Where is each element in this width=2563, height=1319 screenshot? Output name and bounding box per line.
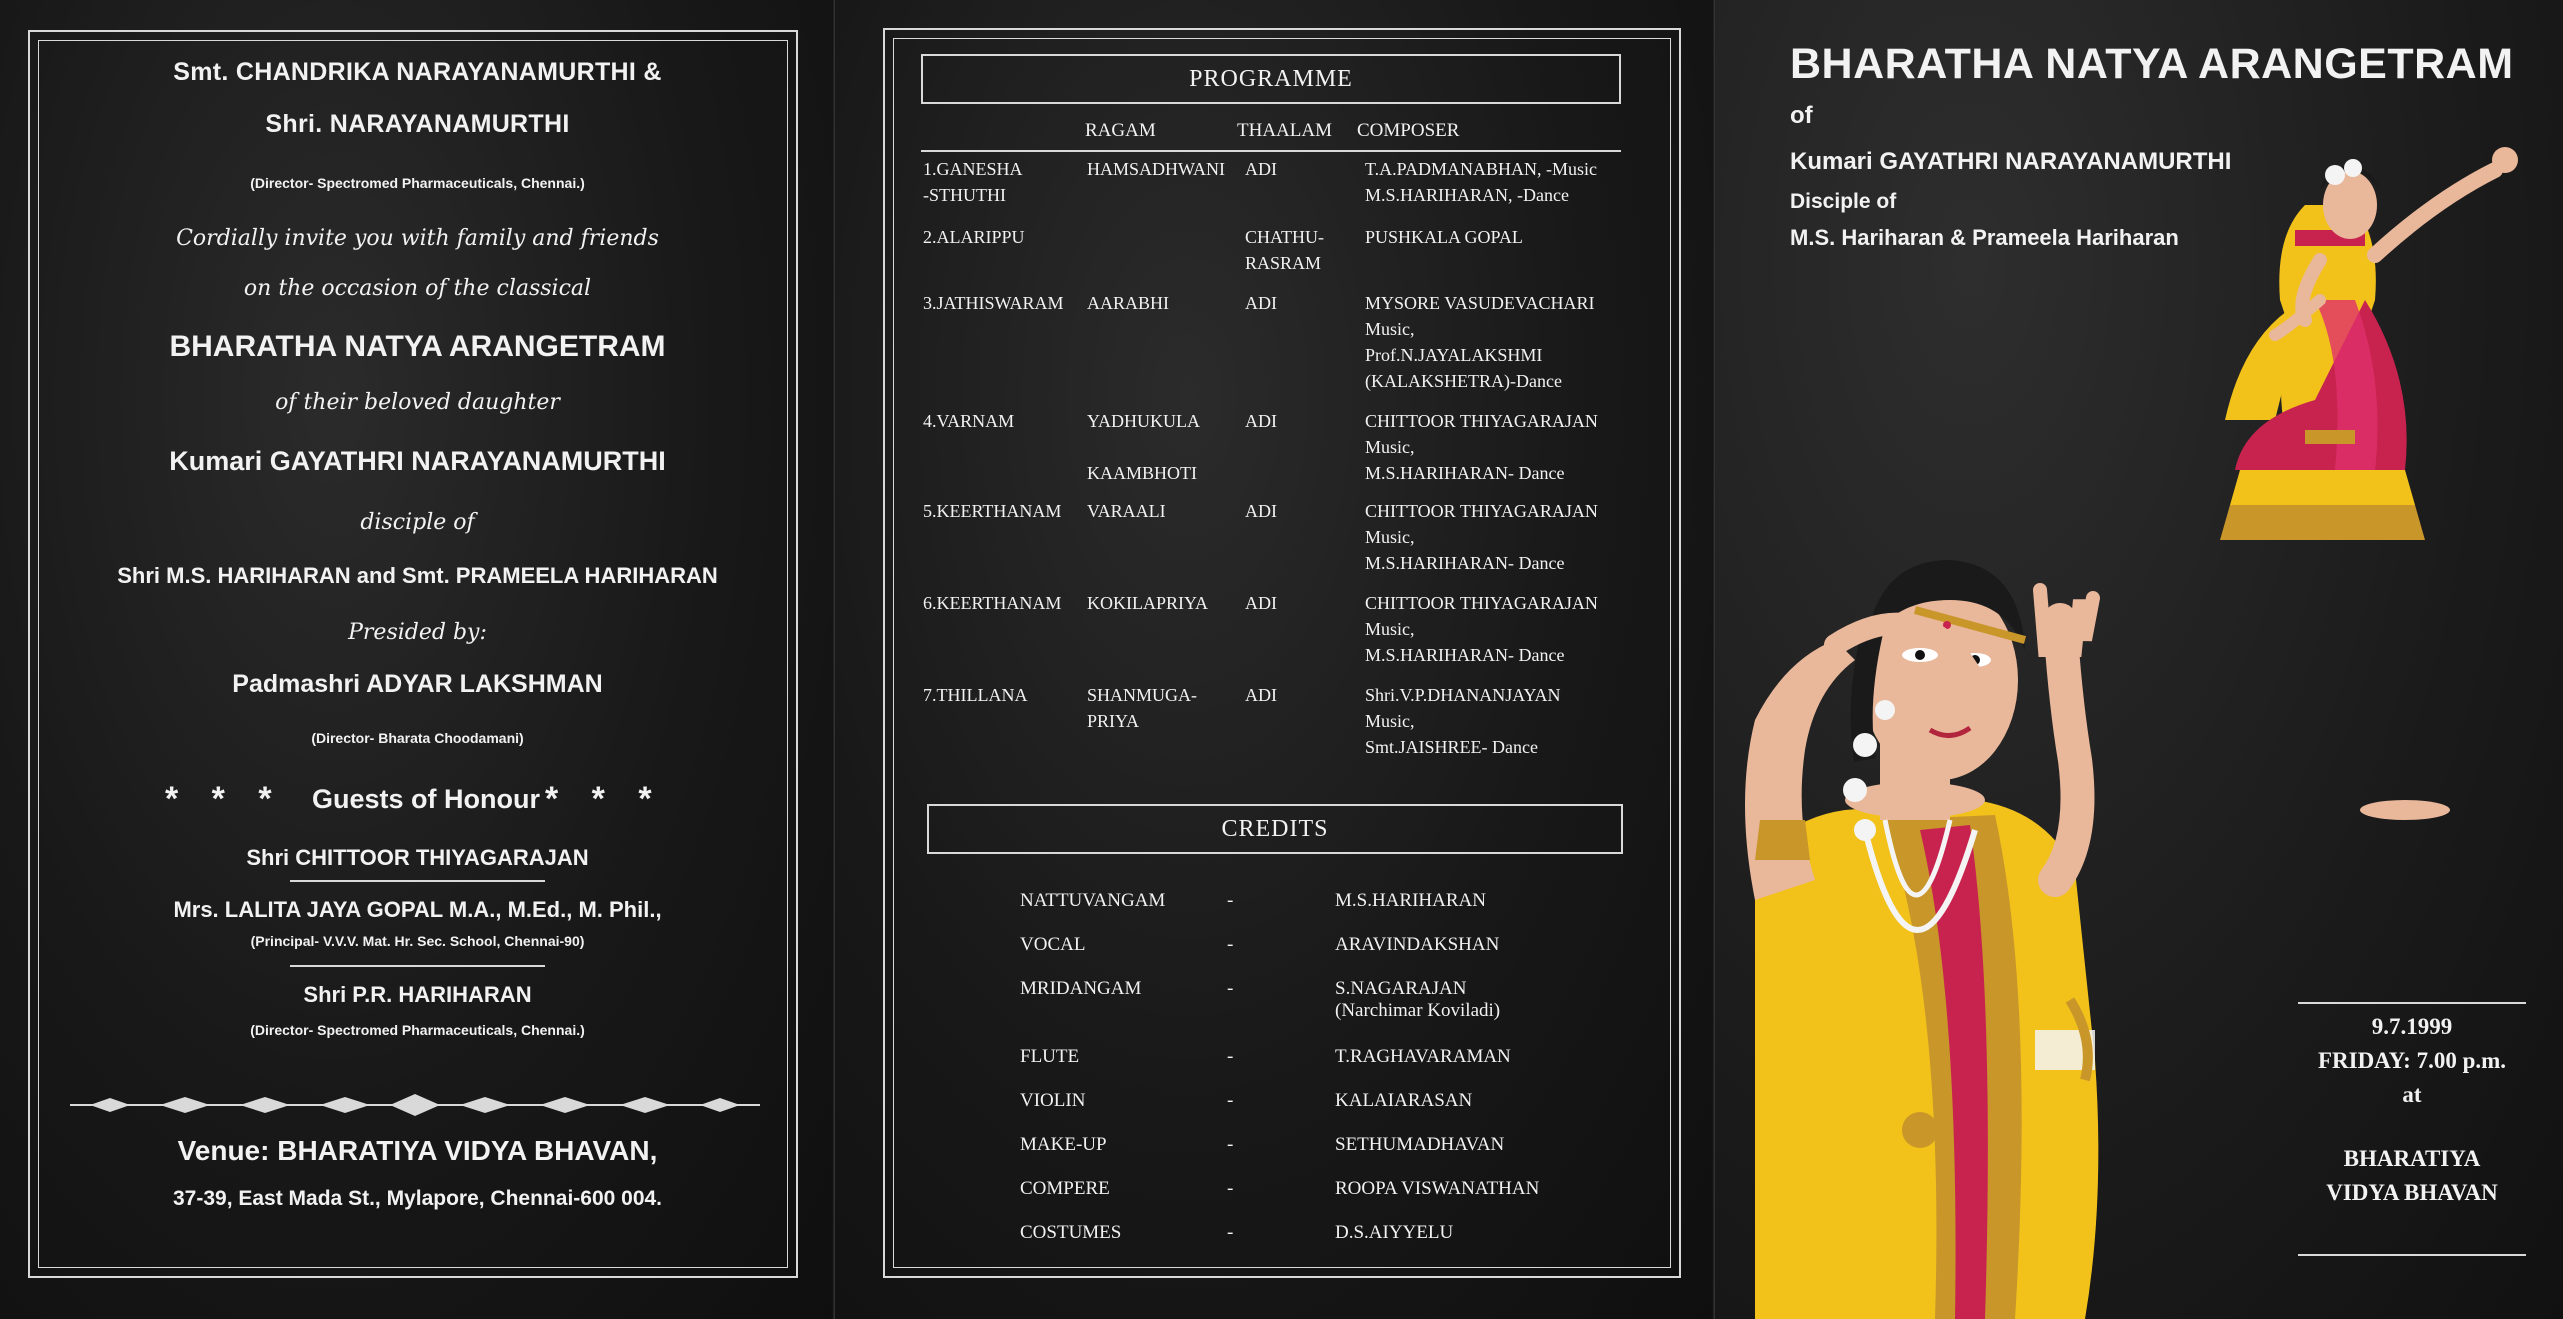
credit-dash: - bbox=[1227, 1046, 1234, 1067]
guest-2-note: (Principal- V.V.V. Mat. Hr. Sec. School, Chennai-90) bbox=[250, 933, 585, 949]
invitation-panel bbox=[0, 0, 835, 1319]
programme-item: 4.VARNAM bbox=[923, 411, 1015, 431]
stars-left: * * * bbox=[165, 780, 284, 818]
host-note: (Director- Spectromed Pharmaceuticals, Chennai.) bbox=[250, 175, 585, 191]
event-title: BHARATHA NATYA ARANGETRAM bbox=[169, 330, 666, 363]
president-note: (Director- Bharata Choodamani) bbox=[311, 730, 524, 746]
credit-name: D.S.AIYYELU bbox=[1335, 1222, 1454, 1243]
disciple-line: disciple of bbox=[360, 510, 475, 535]
event-date: 9.7.1999 bbox=[2371, 1014, 2453, 1039]
guest-1: Shri CHITTOOR THIYAGARAJAN bbox=[246, 845, 589, 870]
credit-dash: - bbox=[1227, 1178, 1234, 1199]
credit-note: (Narchimar Koviladi) bbox=[1335, 1000, 1501, 1021]
programme-item: 3.JATHISWARAM bbox=[923, 293, 1064, 313]
programme-thaalam: CHATHU- RASRAM bbox=[1245, 227, 1324, 273]
programme-ragam: SHANMUGA- PRIYA bbox=[1087, 685, 1198, 731]
programme-composer: MYSORE VASUDEVACHARI Music, Prof.N.JAYALAKSHMI (KALAKSHETRA)-Dance bbox=[1365, 293, 1595, 391]
programme-item: 5.KEERTHANAM bbox=[923, 501, 1062, 521]
credit-role: MAKE-UP bbox=[1020, 1134, 1107, 1155]
header-divider bbox=[921, 150, 1621, 152]
event-time: FRIDAY: 7.00 p.m. bbox=[2317, 1048, 2507, 1073]
guests-heading-row bbox=[0, 780, 835, 820]
credit-name: M.S.HARIHARAN bbox=[1335, 890, 1486, 911]
credit-role: COSTUMES bbox=[1020, 1222, 1122, 1243]
programme-composer: Shri.V.P.DHANANJAYAN Music, Smt.JAISHREE- Dance bbox=[1365, 685, 1561, 757]
guest-divider bbox=[290, 880, 545, 882]
programme-thaalam: ADI bbox=[1245, 411, 1277, 431]
venue-line: Venue: BHARATIYA VIDYA BHAVAN, bbox=[177, 1135, 658, 1166]
programme-thaalam: ADI bbox=[1245, 501, 1277, 521]
cover-name: Kumari GAYATHRI NARAYANAMURTHI bbox=[1790, 148, 2232, 175]
header-ragam: RAGAM bbox=[1085, 120, 1156, 141]
credit-name: T.RAGHAVARAMAN bbox=[1335, 1046, 1511, 1067]
cover-of: of bbox=[1790, 102, 1813, 129]
credit-dash: - bbox=[1227, 1134, 1234, 1155]
programme-composer: T.A.PADMANABHAN, -Music M.S.HARIHARAN, -Dance bbox=[1365, 159, 1598, 205]
date-rule-top bbox=[2298, 1002, 2526, 1004]
programme-title: PROGRAMME bbox=[921, 54, 1621, 104]
date-rule-bottom bbox=[2298, 1254, 2526, 1256]
programme-thaalam: ADI bbox=[1245, 685, 1277, 705]
dancer-seated bbox=[1745, 560, 2098, 1319]
programme-composer: CHITTOOR THIYAGARAJAN Music, M.S.HARIHARAN- Dance bbox=[1365, 593, 1598, 665]
credit-role: NATTUVANGAM bbox=[1020, 890, 1166, 911]
credit-dash: - bbox=[1227, 978, 1234, 999]
event-at: at bbox=[2402, 1082, 2422, 1107]
cover-gurus: M.S. Hariharan & Prameela Hariharan bbox=[1790, 225, 2179, 250]
credit-dash: - bbox=[1227, 1090, 1234, 1111]
ornamental-divider bbox=[70, 1090, 760, 1120]
programme-ragam: VARAALI bbox=[1087, 501, 1166, 521]
programme-item: 7.THILLANA bbox=[923, 685, 1028, 705]
programme-ragam: HAMSADHWANI bbox=[1087, 159, 1225, 179]
president-name: Padmashri ADYAR LAKSHMAN bbox=[232, 670, 603, 698]
credit-role: COMPERE bbox=[1020, 1178, 1110, 1199]
dancer-photo bbox=[1715, 0, 2563, 1319]
credit-name: S.NAGARAJAN bbox=[1335, 978, 1467, 999]
event-venue-2: VIDYA BHAVAN bbox=[2326, 1180, 2498, 1205]
guests-heading: Guests of Honour bbox=[312, 784, 540, 814]
credit-dash: - bbox=[1227, 890, 1234, 911]
credit-role: FLUTE bbox=[1020, 1046, 1080, 1067]
beloved-line: of their beloved daughter bbox=[275, 390, 560, 415]
event-venue-1: BHARATIYA bbox=[2343, 1146, 2481, 1171]
gurus-line: Shri M.S. HARIHARAN and Smt. PRAMEELA HARIHARAN bbox=[117, 563, 718, 588]
credit-role: MRIDANGAM bbox=[1020, 978, 1142, 999]
invite-line-2: on the occasion of the classical bbox=[243, 276, 592, 301]
programme-composer: PUSHKALA GOPAL bbox=[1365, 227, 1523, 247]
guest-3-note: (Director- Spectromed Pharmaceuticals, Chennai.) bbox=[250, 1022, 585, 1038]
header-thaalam: THAALAM bbox=[1237, 120, 1332, 141]
programme-composer: CHITTOOR THIYAGARAJAN Music, M.S.HARIHARAN- Dance bbox=[1365, 411, 1598, 483]
programme-item: 6.KEERTHANAM bbox=[923, 593, 1062, 613]
cover-title: BHARATHA NATYA ARANGETRAM bbox=[1790, 40, 2514, 88]
cover-disciple: Disciple of bbox=[1790, 190, 1897, 213]
address-line: 37-39, East Mada St., Mylapore, Chennai-600 004. bbox=[172, 1187, 663, 1210]
invite-line-1: Cordially invite you with family and friends bbox=[176, 226, 659, 251]
inner-border bbox=[38, 40, 788, 1268]
programme-panel bbox=[835, 0, 1715, 1319]
dancer-standing bbox=[2220, 147, 2518, 820]
programme-item: 2.ALARIPPU bbox=[923, 227, 1025, 247]
programme-ragam: AARABHI bbox=[1087, 293, 1170, 313]
credit-role: VIOLIN bbox=[1020, 1090, 1086, 1111]
programme-ragam: YADHUKULA KAAMBHOTI bbox=[1087, 411, 1200, 483]
presided-line: Presided by: bbox=[348, 620, 487, 645]
credit-dash: - bbox=[1227, 934, 1234, 955]
stars-right: * * * bbox=[545, 780, 664, 818]
programme-thaalam: ADI bbox=[1245, 593, 1277, 613]
guest-3: Shri P.R. HARIHARAN bbox=[303, 982, 532, 1007]
guest-2: Mrs. LALITA JAYA GOPAL M.A., M.Ed., M. Phil., bbox=[173, 897, 662, 922]
credit-name: ROOPA VISWANATHAN bbox=[1335, 1178, 1540, 1199]
credits-title: CREDITS bbox=[927, 804, 1623, 854]
host-line-1: Smt. CHANDRIKA NARAYANAMURTHI & bbox=[173, 58, 662, 86]
header-composer: COMPOSER bbox=[1357, 120, 1460, 141]
programme-thaalam: ADI bbox=[1245, 159, 1277, 179]
programme-ragam: KOKILAPRIYA bbox=[1087, 593, 1208, 613]
guest-divider bbox=[290, 965, 545, 967]
programme-item: 1.GANESHA -STHUTHI bbox=[923, 159, 1023, 205]
host-line-2: Shri. NARAYANAMURTHI bbox=[265, 110, 570, 138]
credit-name: ARAVINDAKSHAN bbox=[1335, 934, 1500, 955]
programme-composer: CHITTOOR THIYAGARAJAN Music, M.S.HARIHARAN- Dance bbox=[1365, 501, 1598, 573]
daughter-name: Kumari GAYATHRI NARAYANAMURTHI bbox=[169, 446, 666, 476]
credit-dash: - bbox=[1227, 1222, 1234, 1243]
credit-name: KALAIARASAN bbox=[1335, 1090, 1473, 1111]
credit-name: SETHUMADHAVAN bbox=[1335, 1134, 1505, 1155]
programme-thaalam: ADI bbox=[1245, 293, 1277, 313]
credit-role: VOCAL bbox=[1020, 934, 1086, 955]
